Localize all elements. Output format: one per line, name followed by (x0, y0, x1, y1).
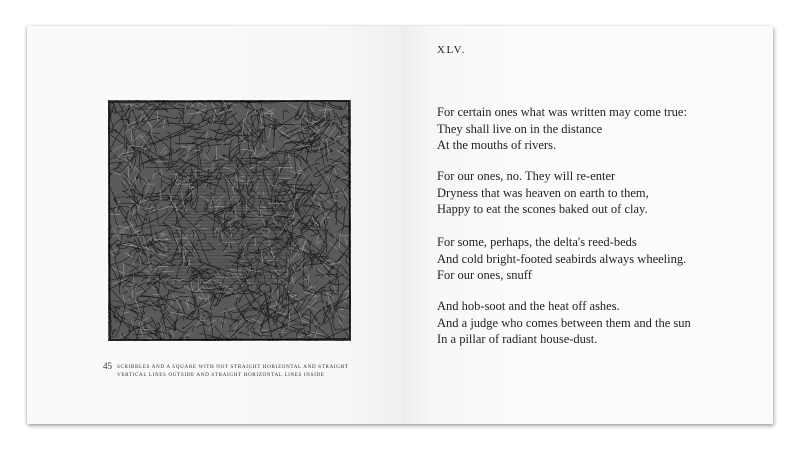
verse-line: They shall live on in the distance (437, 121, 603, 136)
verse-line: Happy to eat the scones baked out of clay. (437, 202, 648, 216)
scribble-square-artwork (108, 100, 351, 341)
verse-line: In a pillar of radiant house-dust. (437, 332, 598, 346)
verse-line: And hob-soot and the heat off ashes. (437, 299, 620, 313)
caption-line-2: VERTICAL LINES OUTSIDE AND STRAIGHT HORIZONTAL LINES INSIDE (117, 372, 325, 378)
stanza-4 (437, 298, 691, 348)
verse-line: For our ones, no. They will re-enter (437, 169, 616, 183)
stanza-3 (437, 234, 686, 284)
verse-line: For some, perhaps, the delta's reed-beds (437, 235, 637, 249)
book-spread (27, 26, 773, 424)
poem-number: XLV. (437, 44, 466, 56)
left-page (27, 26, 402, 424)
caption-line-1: SCRIBBLES AND A SQUARE WITH NOT STRAIGHT HORIZONTAL AND STRAIGHT (117, 364, 349, 370)
verse-line: And cold bright-footed seabirds always wheeling. (437, 251, 687, 266)
figure-number: 45 (103, 361, 112, 371)
verse-line: Dryness that was heaven on earth to them, (437, 185, 649, 200)
verse-line: And a judge who comes between them and the sun (437, 315, 691, 330)
verse-line: For our ones, snuff (437, 268, 532, 282)
verse-line: At the mouths of rivers. (437, 138, 557, 152)
right-page (402, 26, 773, 424)
stanza-1 (437, 104, 687, 154)
verse-line: For certain ones what was written may come true: (437, 105, 687, 119)
stanza-2 (437, 168, 649, 218)
